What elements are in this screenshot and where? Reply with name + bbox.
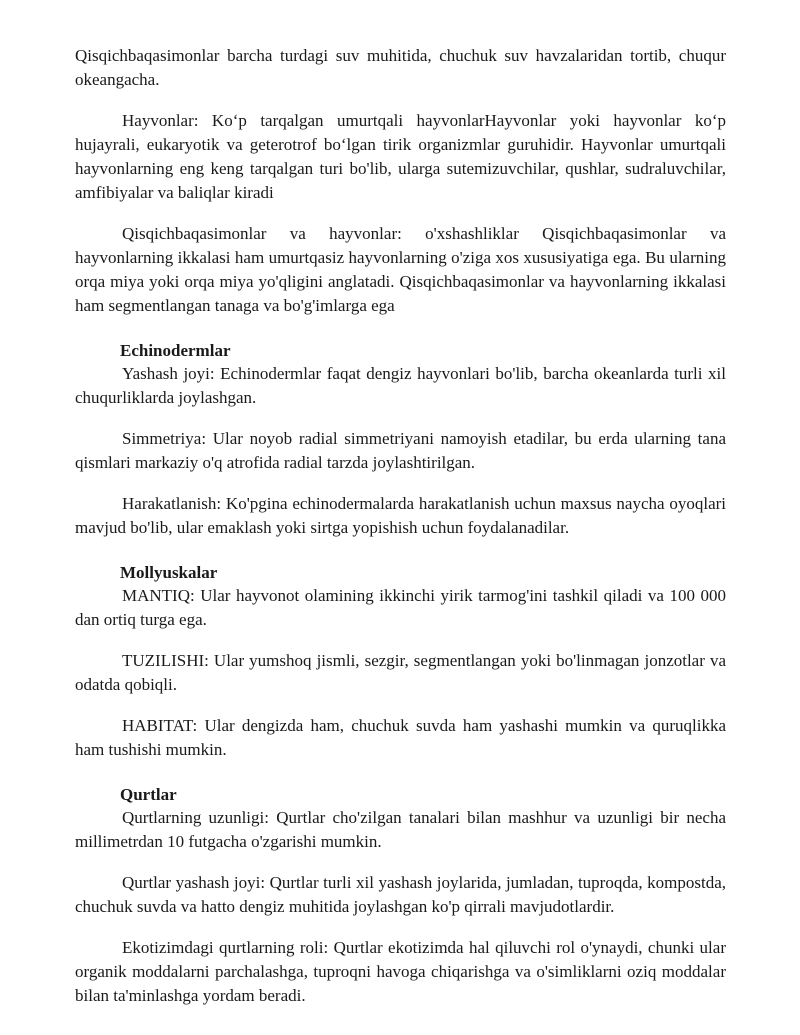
intro-paragraph-hayvonlar: Hayvonlar: Ko‘p tarqalgan umurtqali hayvonlarHayvonlar yoki hayvonlar ko‘p hujayrali, eukaryotik va geterotrof bo‘lgan tirik organizmlar guruhidir. Hayvonlar umurtqali hayvonlarning eng keng tarqalgan turi bo'lib, ularga sutemizuvchilar, qushlar, sudraluvchilar, amfibiyalar va baliqlar kiradi	[75, 111, 726, 202]
section-heading-echinodermlar: Echinodermlar	[120, 341, 231, 360]
intro-paragraph-1: Qisqichbaqasimonlar barcha turdagi suv muhitida, chuchuk suv havzalaridan tortib, chuqur okeangacha.	[75, 46, 726, 89]
qurtlar-paragraph-length: Qurtlarning uzunligi: Qurtlar cho'zilgan tanalari bilan mashhur va uzunligi bir necha millimetrdan 10 futgacha o'zgarishi mumkin.	[75, 808, 726, 851]
mollyuskalar-paragraph-structure: TUZILISHI: Ular yumshoq jismli, sezgir, segmentlangan yoki bo'linmagan jonzotlar va odatda qobiqli.	[75, 651, 726, 694]
section-heading-qurtlar: Qurtlar	[120, 785, 177, 804]
mollyuskalar-paragraph-mantiq: MANTIQ: Ular hayvonot olamining ikkinchi yirik tarmog'ini tashkil qiladi va 100 000 dan ortiq turga ega.	[75, 586, 726, 629]
intro-paragraph-similarities: Qisqichbaqasimonlar va hayvonlar: o'xshashliklar Qisqichbaqasimonlar va hayvonlarning ikkalasi ham umurtqasiz hayvonlarning o'ziga xos xususiyatiga ega. Bu ularning orqa miya yoki orqa miya yo'qligini anglatadi. Qisqichbaqasimonlar va hayvonlarning ikkalasi ham segmentlangan tanaga va bo'g'imlarga ega	[75, 224, 726, 315]
echinodermlar-paragraph-symmetry: Simmetriya: Ular noyob radial simmetriyani namoyish etadilar, bu erda ularning tana qismlari markaziy o'q atrofida radial tarzda joylashtirilgan.	[75, 429, 726, 472]
echinodermlar-paragraph-movement: Harakatlanish: Ko'pgina echinodermalarda harakatlanish uchun maxsus naycha oyoqlari mavjud bo'lib, ular emaklash yoki sirtga yopishish uchun foydalanadilar.	[75, 494, 726, 537]
echinodermlar-paragraph-habitat: Yashash joyi: Echinodermlar faqat dengiz hayvonlari bo'lib, barcha okeanlarda turli xil chuqurliklarda joylashgan.	[75, 364, 726, 407]
qurtlar-paragraph-role: Ekotizimdagi qurtlarning roli: Qurtlar ekotizimda hal qiluvchi rol o'ynaydi, chunki ular organik moddalarni parchalashga, tuproqni havoga chiqarishga va o'simliklarni oziq moddalar bilan ta'minlashga yordam beradi.	[75, 938, 726, 1005]
document-page	[75, 44, 726, 1025]
mollyuskalar-paragraph-habitat: HABITAT: Ular dengizda ham, chuchuk suvda ham yashashi mumkin va quruqlikka ham tushishi mumkin.	[75, 716, 726, 759]
section-heading-mollyuskalar: Mollyuskalar	[120, 563, 218, 582]
qurtlar-paragraph-habitat: Qurtlar yashash joyi: Qurtlar turli xil yashash joylarida, jumladan, tuproqda, kompostda, chuchuk suvda va hatto dengiz muhitida joylashgan ko'p qirrali mavjudotlardir.	[75, 873, 726, 916]
